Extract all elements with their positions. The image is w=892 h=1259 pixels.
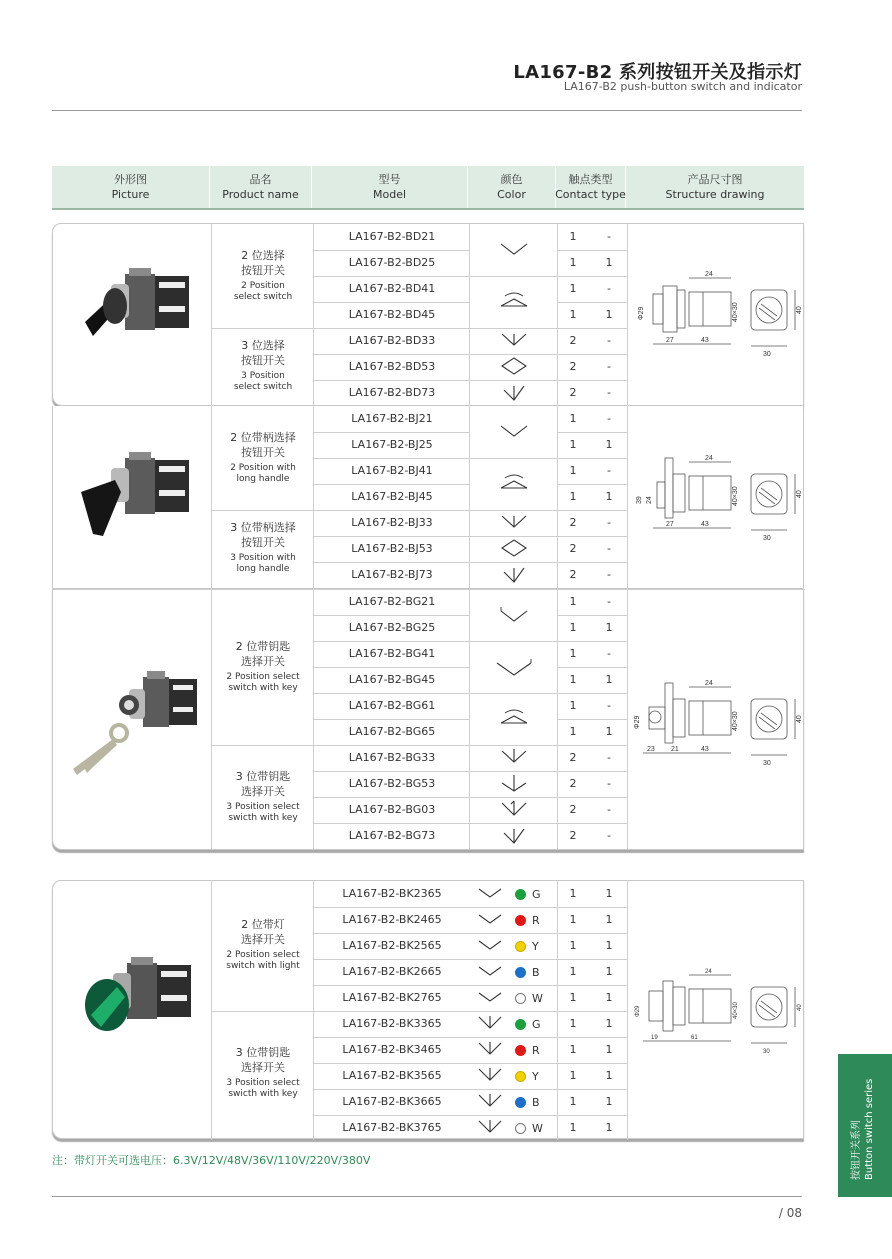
contact-no: 1 — [569, 965, 577, 978]
switch-position-icon — [487, 290, 541, 312]
model-cell: LA167-B2-BK2365 — [342, 887, 442, 900]
switch-position-icon — [487, 707, 541, 729]
dim-label: Φ29 — [634, 715, 641, 729]
contact-nc: - — [607, 464, 611, 477]
contact-nc: 1 — [605, 438, 613, 451]
model-cell: LA167-B2-BG73 — [348, 829, 436, 842]
contact-no: 1 — [569, 464, 577, 477]
lamp-color-dot-white — [515, 993, 526, 1004]
product-name-2pos-select: 2 位选择 按钮开关 2 Position select switch — [233, 249, 293, 302]
switch-position-icon — [487, 240, 541, 262]
header-color: 颜色 Color — [468, 166, 556, 208]
model-cell: LA167-B2-BD45 — [348, 308, 436, 321]
contact-no: 1 — [569, 1043, 577, 1056]
contact-nc: - — [607, 516, 611, 529]
product-name-2pos-light: 2 位带灯 选择开关 2 Position select switch with light — [226, 918, 300, 971]
model-cell: LA167-B2-BD21 — [348, 230, 436, 243]
section-bj — [52, 406, 804, 589]
contact-no: 1 — [569, 1095, 577, 1108]
switch-position-icon — [487, 512, 541, 534]
contact-no: 1 — [569, 1121, 577, 1134]
model-cell: LA167-B2-BG03 — [348, 803, 436, 816]
switch-position-icon — [473, 987, 507, 1009]
switch-position-icon — [487, 330, 541, 352]
dim-label: 43 — [701, 337, 709, 344]
dim-label: 43 — [701, 746, 709, 753]
dim-label: 61 — [691, 1035, 698, 1041]
switch-position-icon — [487, 382, 541, 404]
dim-label: 30 — [763, 535, 771, 542]
contact-no: 1 — [569, 256, 577, 269]
dim-label: 40×30 — [732, 711, 739, 731]
dim-label: 40×30 — [732, 486, 739, 506]
contact-nc: 1 — [605, 1017, 613, 1030]
dim-label: 40 — [796, 306, 803, 314]
page-title-zh: LA167-B2 系列按钮开关及指示灯 — [513, 62, 802, 83]
contact-no: 1 — [569, 282, 577, 295]
dim-label: 24 — [705, 969, 712, 975]
contact-no: 2 — [569, 777, 577, 790]
model-cell: LA167-B2-BD41 — [348, 282, 436, 295]
contact-nc: 1 — [605, 965, 613, 978]
product-photo-selector — [63, 254, 203, 374]
dim-label: Φ29 — [635, 1005, 641, 1017]
dim-label: 27 — [666, 337, 674, 344]
contact-no: 2 — [569, 334, 577, 347]
model-cell: LA167-B2-BJ45 — [351, 490, 433, 503]
switch-position-icon — [473, 909, 507, 931]
dim-label: 24 — [705, 455, 713, 462]
dim-label: 27 — [666, 521, 674, 528]
lamp-color-letter: W — [532, 991, 543, 1005]
product-photo-long-handle — [63, 436, 203, 556]
model-cell: LA167-B2-BJ25 — [351, 438, 433, 451]
header-structure-drawing: 产品尺寸图 Structure drawing — [665, 173, 765, 201]
contact-no: 1 — [569, 913, 577, 926]
dim-label: 30 — [763, 760, 771, 767]
lamp-color-dot-red — [515, 915, 526, 926]
model-cell: LA167-B2-BJ21 — [351, 412, 433, 425]
switch-position-icon — [487, 799, 541, 821]
contact-no: 1 — [569, 725, 577, 738]
dim-label: 30 — [763, 351, 771, 358]
product-name-3pos-key: 3 位带钥匙 选择开关 3 Position select swicth with key — [226, 770, 300, 823]
column-header-row — [52, 166, 804, 210]
dim-label: 30 — [763, 1049, 770, 1055]
model-cell: LA167-B2-BK2765 — [342, 991, 442, 1004]
model-cell: LA167-B2-BG33 — [348, 751, 436, 764]
contact-no: 1 — [569, 939, 577, 952]
model-cell: LA167-B2-BJ41 — [351, 464, 433, 477]
contact-no: 1 — [569, 230, 577, 243]
switch-position-icon — [473, 883, 507, 905]
lamp-color-letter: G — [532, 887, 541, 901]
contact-nc: 1 — [605, 490, 613, 503]
model-cell: LA167-B2-BK2565 — [342, 939, 442, 952]
model-cell: LA167-B2-BG61 — [348, 699, 436, 712]
header-picture: 外形图 Picture — [52, 166, 210, 208]
dim-label: 23 — [647, 746, 655, 753]
product-name-3pos-select: 3 位选择 按钮开关 3 Position select switch — [233, 339, 293, 392]
lamp-color-letter: Y — [532, 1069, 539, 1083]
contact-nc: 1 — [605, 673, 613, 686]
dim-label: 40 — [796, 715, 803, 723]
contact-nc: 1 — [605, 725, 613, 738]
contact-no: 1 — [569, 308, 577, 321]
contact-nc: - — [607, 386, 611, 399]
switch-position-icon — [487, 538, 541, 560]
switch-position-icon — [487, 472, 541, 494]
contact-no: 1 — [569, 412, 577, 425]
model-cell: LA167-B2-BK3565 — [342, 1069, 442, 1082]
switch-position-icon — [487, 422, 541, 444]
contact-nc: - — [607, 230, 611, 243]
dim-label: 40 — [797, 1004, 803, 1011]
model-cell: LA167-B2-BK3365 — [342, 1017, 442, 1030]
contact-no: 1 — [569, 595, 577, 608]
lamp-color-dot-blue — [515, 967, 526, 978]
switch-position-icon — [487, 825, 541, 847]
header-contact-type: 触点类型 Contact type — [556, 166, 626, 208]
dim-label: 40×30 — [733, 1002, 739, 1019]
contact-no: 2 — [569, 751, 577, 764]
dim-label: 21 — [671, 746, 679, 753]
contact-no: 2 — [569, 542, 577, 555]
model-cell: LA167-B2-BD53 — [348, 360, 436, 373]
series-side-tab — [838, 1054, 892, 1197]
contact-nc: 1 — [605, 1069, 613, 1082]
contact-nc: 1 — [605, 256, 613, 269]
switch-position-icon — [487, 356, 541, 378]
model-cell: LA167-B2-BK3665 — [342, 1095, 442, 1108]
contact-nc: - — [607, 334, 611, 347]
top-divider — [52, 110, 802, 111]
section-bk — [52, 880, 804, 1139]
contact-nc: - — [607, 647, 611, 660]
contact-nc: - — [607, 595, 611, 608]
model-cell: LA167-B2-BD25 — [348, 256, 436, 269]
contact-nc: 1 — [605, 621, 613, 634]
contact-nc: - — [607, 777, 611, 790]
product-photo-key-switch — [63, 669, 203, 789]
switch-position-icon — [473, 1091, 507, 1113]
lamp-color-letter: W — [532, 1121, 543, 1135]
model-cell: LA167-B2-BK3465 — [342, 1043, 442, 1056]
product-name-2pos-long-handle: 2 位带柄选择 按钮开关 2 Position with long handle — [230, 431, 296, 484]
contact-no: 2 — [569, 803, 577, 816]
contact-nc: 1 — [605, 1095, 613, 1108]
dim-label: Φ29 — [638, 306, 645, 320]
contact-nc: 1 — [605, 1121, 613, 1134]
model-cell: LA167-B2-BJ73 — [351, 568, 433, 581]
switch-position-icon — [473, 935, 507, 957]
switch-position-icon — [487, 657, 541, 679]
structure-drawing — [629, 264, 803, 364]
contact-no: 1 — [569, 490, 577, 503]
switch-position-icon — [473, 1013, 507, 1035]
switch-position-icon — [487, 605, 541, 627]
dim-label: 24 — [705, 271, 713, 278]
contact-nc: - — [607, 699, 611, 712]
contact-nc: - — [607, 568, 611, 581]
model-cell: LA167-B2-BG21 — [348, 595, 436, 608]
contact-nc: - — [607, 282, 611, 295]
voltage-note: 注：带灯开关可选电压：6.3V/12V/48V/36V/110V/220V/380V — [52, 1154, 371, 1167]
dim-label: 39 — [636, 496, 643, 504]
contact-no: 1 — [569, 699, 577, 712]
lamp-color-letter: R — [532, 913, 540, 927]
lamp-color-letter: B — [532, 965, 540, 979]
contact-no: 1 — [569, 647, 577, 660]
dim-label: 24 — [705, 680, 713, 687]
model-cell: LA167-B2-BK3765 — [342, 1121, 442, 1134]
lamp-color-dot-green — [515, 1019, 526, 1030]
dim-label: 40 — [796, 490, 803, 498]
contact-no: 1 — [569, 1017, 577, 1030]
product-name-2pos-key: 2 位带钥匙 选择开关 2 Position select switch with key — [226, 640, 300, 693]
section-bd — [52, 223, 804, 406]
switch-position-icon — [473, 1039, 507, 1061]
model-cell: LA167-B2-BG25 — [348, 621, 436, 634]
header-model: 型号 Model — [312, 166, 468, 208]
contact-no: 2 — [569, 386, 577, 399]
side-tab-zh: 按钮开关系列 — [851, 1120, 862, 1180]
structure-drawing — [629, 673, 803, 773]
contact-nc: - — [607, 829, 611, 842]
contact-no: 1 — [569, 887, 577, 900]
contact-no: 1 — [569, 991, 577, 1004]
lamp-color-letter: R — [532, 1043, 540, 1057]
structure-drawing — [629, 448, 803, 548]
model-cell: LA167-B2-BD33 — [348, 334, 436, 347]
switch-position-icon — [473, 1065, 507, 1087]
lamp-color-letter: Y — [532, 939, 539, 953]
contact-nc: - — [607, 412, 611, 425]
switch-position-icon — [487, 564, 541, 586]
product-name-3pos-long-handle: 3 位带柄选择 按钮开关 3 Position with long handle — [230, 521, 296, 574]
model-cell: LA167-B2-BG65 — [348, 725, 436, 738]
contact-no: 2 — [569, 568, 577, 581]
model-cell: LA167-B2-BG45 — [348, 673, 436, 686]
header-product-name: 品名 Product name — [210, 166, 312, 208]
switch-position-icon — [487, 747, 541, 769]
contact-no: 2 — [569, 360, 577, 373]
lamp-color-dot-red — [515, 1045, 526, 1056]
contact-no: 1 — [569, 438, 577, 451]
contact-nc: 1 — [605, 1043, 613, 1056]
switch-position-icon — [473, 961, 507, 983]
lamp-color-letter: B — [532, 1095, 540, 1109]
lamp-color-dot-blue — [515, 1097, 526, 1108]
model-cell: LA167-B2-BD73 — [348, 386, 436, 399]
model-cell: LA167-B2-BG41 — [348, 647, 436, 660]
contact-nc: 1 — [605, 939, 613, 952]
dim-label: 40×30 — [732, 302, 739, 322]
switch-position-icon — [473, 1117, 507, 1139]
contact-no: 1 — [569, 621, 577, 634]
contact-nc: - — [607, 803, 611, 816]
contact-no: 2 — [569, 516, 577, 529]
lamp-color-dot-yellow — [515, 1071, 526, 1082]
model-cell: LA167-B2-BJ53 — [351, 542, 433, 555]
contact-nc: - — [607, 751, 611, 764]
contact-nc: 1 — [605, 991, 613, 1004]
side-tab-en: Button switch series — [864, 1078, 875, 1180]
dim-label: 19 — [651, 1035, 658, 1041]
contact-no: 2 — [569, 829, 577, 842]
lamp-color-dot-yellow — [515, 941, 526, 952]
contact-nc: 1 — [605, 913, 613, 926]
bottom-divider — [52, 1196, 802, 1197]
model-cell: LA167-B2-BG53 — [348, 777, 436, 790]
contact-no: 1 — [569, 1069, 577, 1082]
page-title-en: LA167-B2 push-button switch and indicator — [563, 80, 802, 93]
contact-nc: - — [607, 360, 611, 373]
contact-no: 1 — [569, 673, 577, 686]
contact-nc: 1 — [605, 308, 613, 321]
model-cell: LA167-B2-BK2665 — [342, 965, 442, 978]
lamp-color-letter: G — [532, 1017, 541, 1031]
contact-nc: 1 — [605, 887, 613, 900]
contact-nc: - — [607, 542, 611, 555]
section-bg — [52, 589, 804, 850]
page-number: / 08 — [778, 1206, 802, 1220]
lamp-color-dot-white — [515, 1123, 526, 1134]
lamp-color-dot-green — [515, 889, 526, 900]
model-cell: LA167-B2-BJ33 — [351, 516, 433, 529]
dim-label: 24 — [646, 496, 653, 504]
dim-label: 43 — [701, 521, 709, 528]
product-name-3pos-key-light: 3 位带钥匙 选择开关 3 Position select swicth with key — [226, 1046, 300, 1099]
model-cell: LA167-B2-BK2465 — [342, 913, 442, 926]
structure-drawing — [629, 961, 803, 1061]
switch-position-icon — [487, 773, 541, 795]
product-photo-illuminated — [63, 951, 203, 1071]
